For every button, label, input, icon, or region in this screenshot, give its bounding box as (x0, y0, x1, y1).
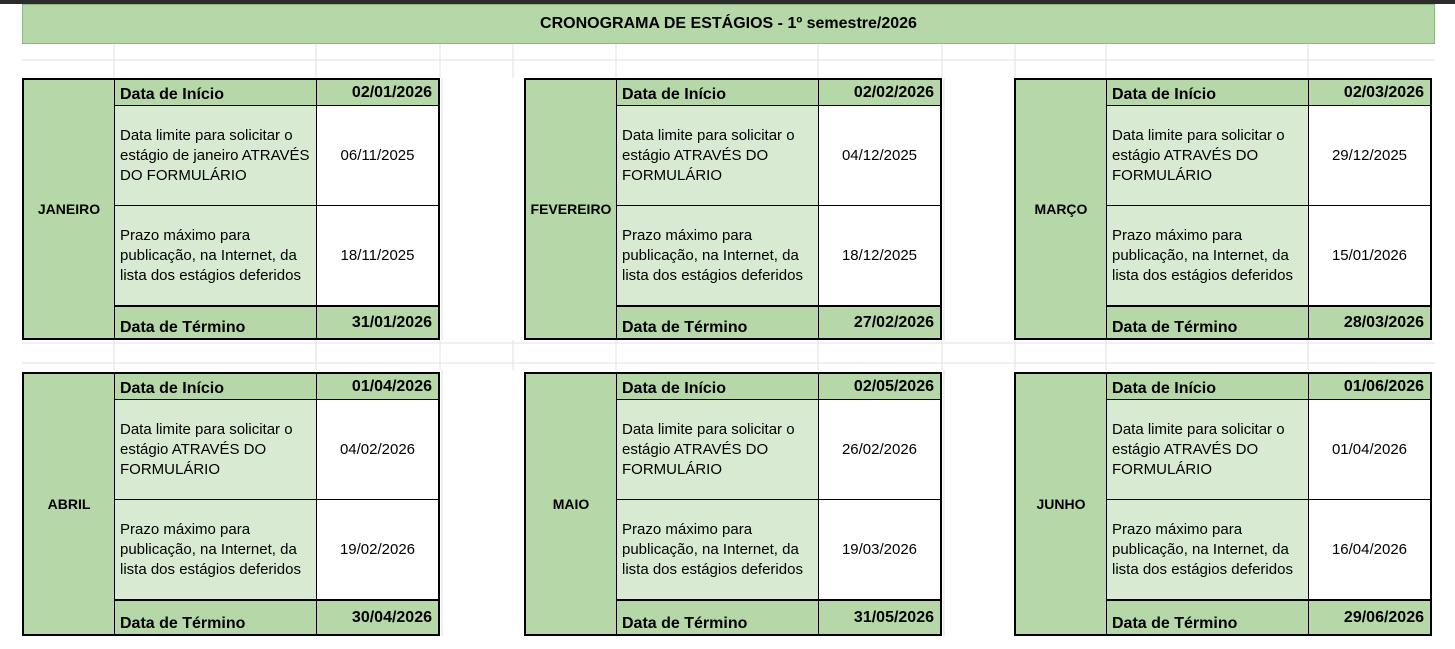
end-label: Data de Término (114, 601, 316, 634)
prazo-date: 15/01/2026 (1308, 206, 1432, 305)
prazo-label: Prazo máximo para publicação, na Internet, da lista dos estágios deferidos (114, 500, 316, 599)
end-row (616, 600, 942, 636)
start-row (1106, 372, 1432, 400)
end-date: 28/03/2026 (1308, 307, 1432, 338)
start-date: 02/03/2026 (1308, 80, 1432, 105)
limit-date: 06/11/2025 (316, 106, 440, 205)
limit-date: 04/12/2025 (818, 106, 942, 205)
start-date: 02/02/2026 (818, 80, 942, 105)
limit-date: 04/02/2026 (316, 400, 440, 499)
start-row (114, 78, 440, 106)
limit-row (1106, 400, 1432, 500)
start-date: 01/04/2026 (316, 374, 440, 399)
end-row (114, 306, 440, 340)
limit-row (616, 106, 942, 206)
prazo-label: Prazo máximo para publicação, na Internet, da lista dos estágios deferidos (1106, 206, 1308, 305)
end-row (114, 600, 440, 636)
end-row (1106, 600, 1432, 636)
month-name: FEVEREIRO (524, 78, 616, 340)
limit-date: 29/12/2025 (1308, 106, 1432, 205)
month-name: JANEIRO (22, 78, 114, 340)
start-row (114, 372, 440, 400)
prazo-date: 19/02/2026 (316, 500, 440, 599)
prazo-date: 16/04/2026 (1308, 500, 1432, 599)
end-date: 31/05/2026 (818, 601, 942, 634)
end-date: 31/01/2026 (316, 307, 440, 338)
end-row (1106, 306, 1432, 340)
start-date: 02/01/2026 (316, 80, 440, 105)
end-date: 27/02/2026 (818, 307, 942, 338)
limit-row (114, 400, 440, 500)
start-row (1106, 78, 1432, 106)
limit-row (1106, 106, 1432, 206)
end-label: Data de Término (1106, 601, 1308, 634)
schedule-title: CRONOGRAMA DE ESTÁGIOS - 1º semestre/2026 (22, 4, 1435, 44)
limit-row (616, 400, 942, 500)
start-label: Data de Início (616, 80, 818, 105)
end-label: Data de Término (1106, 307, 1308, 338)
start-date: 01/06/2026 (1308, 374, 1432, 399)
limit-label: Data limite para solicitar o estágio ATRAVÉS DO FORMULÁRIO (1106, 400, 1308, 499)
start-label: Data de Início (1106, 374, 1308, 399)
prazo-row (616, 206, 942, 306)
limit-label: Data limite para solicitar o estágio ATRAVÉS DO FORMULÁRIO (616, 400, 818, 499)
start-row (616, 78, 942, 106)
start-date: 02/05/2026 (818, 374, 942, 399)
month-name: MAIO (524, 372, 616, 636)
prazo-row (114, 206, 440, 306)
limit-date: 26/02/2026 (818, 400, 942, 499)
start-label: Data de Início (1106, 80, 1308, 105)
end-date: 29/06/2026 (1308, 601, 1432, 634)
prazo-row (114, 500, 440, 600)
end-date: 30/04/2026 (316, 601, 440, 634)
start-label: Data de Início (114, 80, 316, 105)
start-row (616, 372, 942, 400)
limit-label: Data limite para solicitar o estágio ATRAVÉS DO FORMULÁRIO (1106, 106, 1308, 205)
prazo-label: Prazo máximo para publicação, na Internet, da lista dos estágios deferidos (1106, 500, 1308, 599)
limit-label: Data limite para solicitar o estágio de janeiro ATRAVÉS DO FORMULÁRIO (114, 106, 316, 205)
prazo-date: 18/11/2025 (316, 206, 440, 305)
prazo-row (1106, 500, 1432, 600)
start-label: Data de Início (114, 374, 316, 399)
end-row (616, 306, 942, 340)
prazo-label: Prazo máximo para publicação, na Internet, da lista dos estágios deferidos (616, 206, 818, 305)
prazo-date: 18/12/2025 (818, 206, 942, 305)
month-name: JUNHO (1014, 372, 1106, 636)
month-name: MARÇO (1014, 78, 1106, 340)
limit-label: Data limite para solicitar o estágio ATRAVÉS DO FORMULÁRIO (114, 400, 316, 499)
prazo-label: Prazo máximo para publicação, na Internet, da lista dos estágios deferidos (114, 206, 316, 305)
limit-label: Data limite para solicitar o estágio ATRAVÉS DO FORMULÁRIO (616, 106, 818, 205)
limit-row (114, 106, 440, 206)
end-label: Data de Término (616, 601, 818, 634)
end-label: Data de Término (616, 307, 818, 338)
end-label: Data de Término (114, 307, 316, 338)
prazo-label: Prazo máximo para publicação, na Internet, da lista dos estágios deferidos (616, 500, 818, 599)
prazo-row (616, 500, 942, 600)
prazo-row (1106, 206, 1432, 306)
limit-date: 01/04/2026 (1308, 400, 1432, 499)
start-label: Data de Início (616, 374, 818, 399)
prazo-date: 19/03/2026 (818, 500, 942, 599)
month-name: ABRIL (22, 372, 114, 636)
